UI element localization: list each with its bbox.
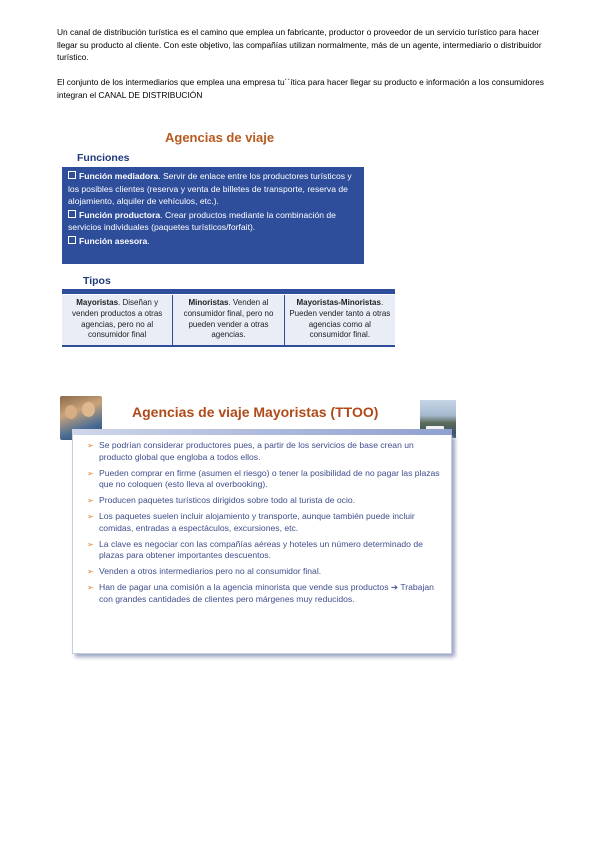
- funcion-text: . Servir de enlace entre los productores turísticos y los posibles clientes (reserva y venta de billetes de transporte, reserva de alojamiento, alquiler de vehículos, etc.).: [68, 171, 352, 207]
- slide1-title: Agencias de viaje: [165, 130, 275, 145]
- intro-paragraph-2: El conjunto de los intermediarios que emplea una empresa tu´´ítica para hacer llegar su producto e información a los consumidores integran el CANAL DE DISTRIBUCIÓN: [57, 77, 544, 100]
- arrow-bullet-icon: ➢: [87, 567, 94, 577]
- list-item-text: Producen paquetes turísticos dirigidos sobre todo al turista de ocio.: [99, 495, 356, 506]
- funciones-box: [62, 167, 364, 264]
- funcion-name: Función asesora: [79, 235, 148, 246]
- arrow-bullet-icon: ➢: [87, 468, 94, 478]
- intro-paragraph-1: Un canal de distribución turística es el camino que emplea un fabricante, productor o proveedor de un servicio turístico para hacer llegar su producto al cliente. Con este objetivo, las compañías utilizan normalmente, más de un agente, intermediario o distribuidor turístico.: [57, 27, 542, 62]
- tipo-cell: [173, 295, 284, 345]
- list-item: [87, 495, 443, 507]
- slide2-title: Agencias de viaje Mayoristas (TTOO): [132, 404, 379, 420]
- arrow-bullet-icon: ➢: [87, 511, 94, 521]
- list-item: [87, 468, 443, 492]
- list-item-text: Han de pagar una comisión a la agencia minorista que vende sus productos ➔ Trabajan con grandes cantidades de clientes pero márgenes muy reducidos.: [99, 581, 434, 604]
- funcion-text: .: [147, 235, 150, 246]
- list-item: [87, 566, 443, 578]
- slide-agencias-mayoristas: [62, 394, 460, 659]
- list-item: [87, 440, 443, 464]
- tipo-name: Mayoristas: [76, 298, 119, 307]
- square-bullet-icon: [68, 236, 76, 244]
- funcion-item: [68, 209, 358, 234]
- square-bullet-icon: [68, 210, 76, 218]
- funcion-item: [68, 235, 358, 248]
- list-item-text: Pueden comprar en firme (asumen el riesgo) o tener la posibilidad de no pagar las plazas que no coloquen (esto lleva al overbooking).: [99, 467, 440, 490]
- mayoristas-box: [72, 434, 452, 654]
- arrow-bullet-icon: ➢: [87, 441, 94, 450]
- funcion-name: Función productora: [79, 209, 161, 220]
- arrow-bullet-icon: ➢: [87, 582, 94, 592]
- tipo-cell: [62, 295, 173, 345]
- tipo-text: . Diseñan y venden productos a otras agencias, pero no al consumidor final: [72, 298, 163, 340]
- tipo-cell: [285, 295, 395, 345]
- funciones-heading: Funciones: [77, 152, 130, 164]
- list-item-text: Los paquetes suelen incluir alojamiento y transporte, aunque también puede incluir comidas, entradas a espectáculos, excursiones, etc.: [99, 510, 415, 533]
- funcion-text: . Crear productos mediante la combinación de servicios individuales (paquetes turísticos/forfait).: [68, 209, 336, 233]
- tipos-divider: [62, 289, 395, 294]
- tipo-text: . Pueden vender tanto a otras agencias como al consumidor final.: [289, 298, 391, 340]
- list-item: [87, 582, 443, 606]
- list-item-text: Venden a otros intermediarios pero no al consumidor final.: [99, 566, 322, 577]
- tipo-name: Mayoristas-Minoristas: [296, 298, 381, 307]
- tipos-table: [62, 295, 395, 347]
- arrow-bullet-icon: ➢: [87, 496, 94, 506]
- tipo-text: . Venden al consumidor final, pero no pueden vender a otras agencias.: [183, 298, 274, 340]
- list-item-text: La clave es negociar con las compañías aéreas y hoteles un número determinado de plazas para obtener importantes descuentos.: [99, 538, 423, 561]
- funcion-name: Función mediadora: [79, 171, 159, 181]
- tipos-heading: Tipos: [83, 275, 111, 287]
- tipo-name: Minoristas: [188, 298, 229, 307]
- list-item-text: Se podrían considerar productores pues, a partir de los servicios de base crean un producto global que engloba a todos ellos.: [99, 440, 414, 462]
- list-item: [87, 539, 443, 563]
- slide-agencias-de-viaje: [57, 125, 397, 350]
- square-bullet-icon: [68, 171, 76, 179]
- list-item: [87, 511, 443, 535]
- arrow-bullet-icon: ➢: [87, 539, 94, 549]
- mayoristas-list: [73, 435, 451, 606]
- funcion-item: [68, 170, 358, 208]
